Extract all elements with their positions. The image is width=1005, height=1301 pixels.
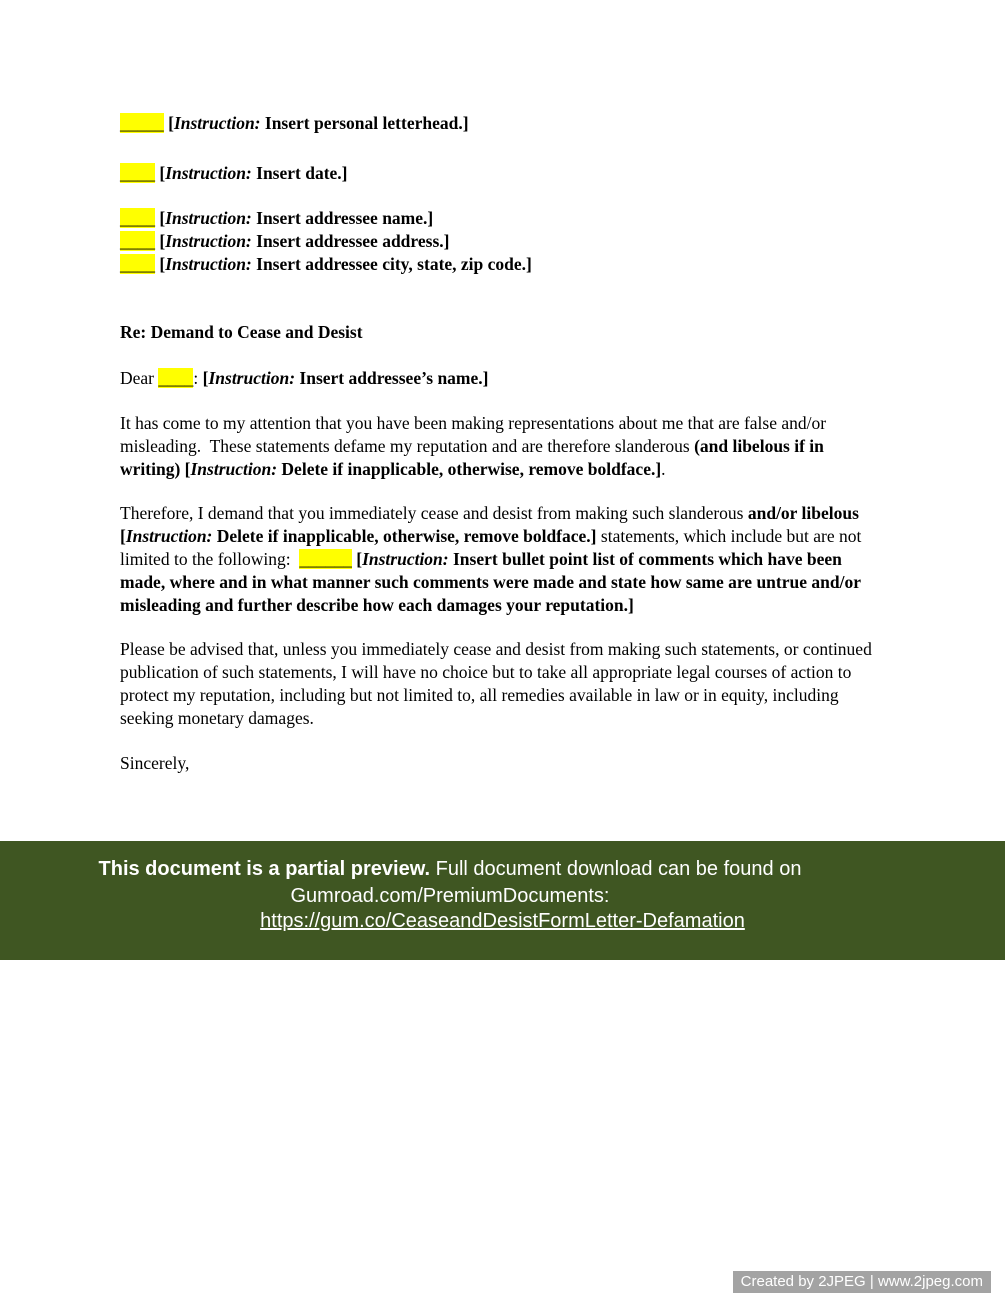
text-segment: Instruction: [165,231,252,251]
text-segment: [ [155,163,166,183]
text-segment: Therefore, I demand that you immediately cease and desist from making such slanderous [120,503,748,523]
body-paragraph-1 [120,412,885,481]
text-segment: Please be advised that, unless you immediately cease and desist from making such statements, or continued publication of such statements, I will have no choice but to take all appropriate legal courses of action to protect my reputation, including but not limited to, all remedies available in law or in equity, including seeking monetary damages. [120,639,877,728]
text-segment: Insert addressee name.] [251,208,434,228]
preview-banner [0,841,1005,960]
preview-banner-regular-text: Full document download can be found on Gumroad.com/PremiumDocuments: [290,858,802,907]
preview-download-link[interactable]: https://gum.co/CeaseandDesistFormLetter-Defamation [260,910,745,932]
text-segment: (and libelous if in writing) [ [120,436,829,479]
text-segment: [ [155,254,166,274]
addressee-city-state-zip-line [120,253,885,276]
text-segment: Dear [120,368,159,388]
text-segment: Insert addressee’s name.] [295,368,489,388]
highlighted-blank: ______ [299,549,352,569]
body-paragraph-2 [120,502,885,617]
body-paragraph-3 [120,638,885,730]
salutation-line [120,367,885,390]
highlighted-blank: ____ [120,254,155,274]
text-segment: statements, which include but are not limited to the following: [120,526,866,569]
subject-line [120,321,885,344]
addressee-name-line [120,207,885,230]
watermark-badge [733,1271,991,1293]
highlighted-blank: ____ [120,231,155,251]
text-segment: [ [351,549,363,569]
preview-banner-bold-text: This document is a partial preview. [98,858,431,880]
text-segment: Instruction: [173,113,261,133]
addressee-address-line [120,230,885,253]
text-segment: Instruction: [190,459,278,479]
text-segment: and/or libelous [ [120,503,864,546]
text-segment: It has come to my attention that you have been making representations about me that are false and/or misleading. These statements defame my reputation and are therefore slanderous [120,413,831,456]
text-segment: Insert addressee city, state, zip code.] [251,254,532,274]
preview-banner-link-line [0,910,1005,933]
text-segment: Insert addressee address.] [251,231,450,251]
highlighted-blank: ____ [158,368,194,388]
text-segment: [ [155,231,166,251]
closing-line [120,752,885,775]
text-segment: Insert bullet point list of comments which have been made, where and in what manner such comments were made and state how same are untrue and/or misleading and further describe how each damages your reputation.] [120,549,866,615]
text-segment: . [661,459,666,479]
text-segment: Instruction: [208,368,296,388]
text-segment: Insert date.] [251,163,348,183]
text-segment: : [193,368,203,388]
text-segment: Sincerely, [120,753,190,773]
text-segment: Instruction: [362,549,449,569]
text-segment: [ [163,113,174,133]
text-segment: Delete if inapplicable, otherwise, remove boldface.] [277,459,662,479]
letterhead-instruction-line [120,112,885,135]
highlighted-blank: _____ [120,113,164,133]
text-segment: [ [202,368,209,388]
text-segment: Delete if inapplicable, otherwise, remove boldface.] [212,526,597,546]
date-instruction-line [120,162,885,185]
text-segment: [ [155,208,166,228]
text-segment: Instruction: [165,163,252,183]
text-segment: Insert personal letterhead.] [260,113,469,133]
watermark-text: Created by 2JPEG | www.2jpeg.com [740,1273,983,1290]
text-segment: Instruction: [125,526,213,546]
highlighted-blank: ____ [120,163,155,183]
highlighted-blank: ____ [120,208,155,228]
preview-banner-message [0,856,900,910]
text-segment: Re: Demand to Cease and Desist [120,322,363,342]
text-segment: Instruction: [165,208,252,228]
text-segment: Instruction: [165,254,252,274]
